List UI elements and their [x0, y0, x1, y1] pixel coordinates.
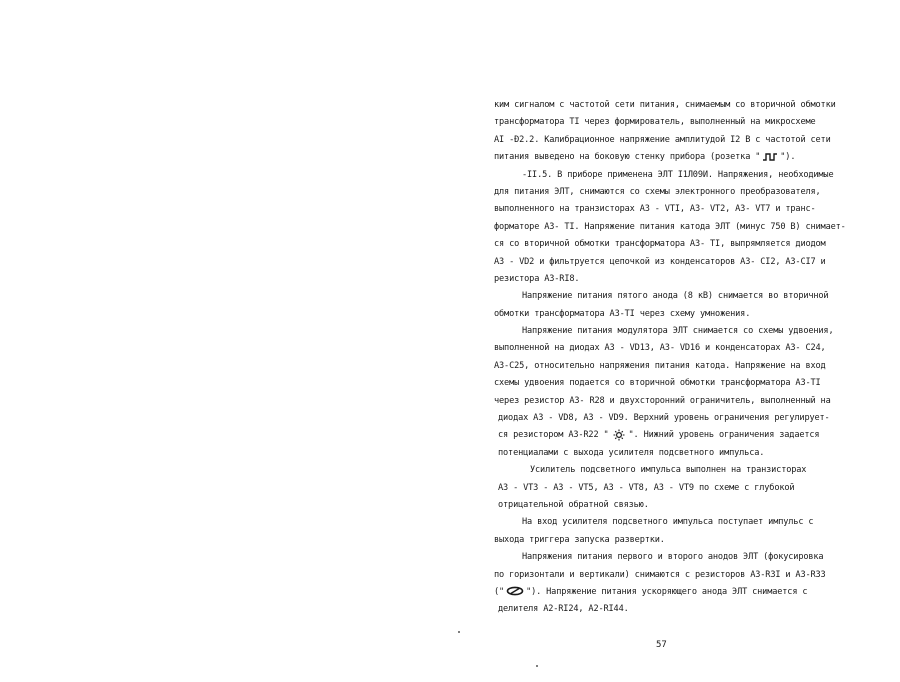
- text-line: по горизонтали и вертикали) снимаются с резисторов А3-R3I и А3-R33: [494, 569, 826, 580]
- page-number: 57: [656, 640, 667, 650]
- square-pulse-icon: [762, 152, 778, 162]
- text-line: [494, 584, 864, 601]
- text-line: ся со вторичной обмотки трансформатора А3- ТI, выпрямляется диодом: [494, 239, 826, 250]
- text-fragment: (": [494, 586, 505, 597]
- text-line: выполненной на диодах А3 - VD13, А3- VD16 и конденсаторах А3- C24,: [494, 343, 826, 354]
- text-line: Напряжение питания пятого анода (8 кВ) снимается во вторичной: [522, 291, 829, 302]
- focus-ellipse-icon: [506, 586, 524, 596]
- text-line: [494, 149, 864, 166]
- text-fragment: ").: [780, 152, 796, 163]
- text-line: Напряжения питания первого и второго анодов ЭЛТ (фокусировка: [522, 552, 824, 563]
- scan-speck: [458, 631, 460, 633]
- text-line: А3 - VT3 - А3 - VT5, А3 - VT8, А3 - VT9 по схеме с глубокой: [498, 482, 795, 493]
- text-line: потенциалами с выхода усилителя подсветного импульса.: [498, 447, 765, 458]
- body-text: [494, 97, 864, 619]
- text-line: На вход усилителя подсветного импульса поступает импульс с: [522, 517, 814, 528]
- text-line: А3 - VD2 и фильтруется цепочкой из конденсаторов А3- CI2, А3-CI7 и: [494, 256, 826, 267]
- text-line: диодах А3 - VD8, А3 - VD9. Верхний уровень ограничения регулирует-: [498, 413, 830, 424]
- text-fragment: ". Нижний уровень ограничения задается: [628, 430, 820, 441]
- text-line: делителя А2-RI24, А2-RI44.: [498, 604, 629, 615]
- text-line: схемы удвоения подается со вторичной обмотки трансформатора А3-ТI: [494, 378, 821, 389]
- text-line: АI -Ɖ2.2. Калибрационное напряжение амплитудой I2 В с частотой сети: [494, 134, 831, 145]
- text-line: форматоре А3- ТI. Напряжение питания катода ЭЛТ (минус 750 В) снимает-: [494, 221, 846, 232]
- text-line: -II.5. В приборе применена ЭЛТ I1Л09И. Напряжения, необходимые: [522, 169, 834, 180]
- text-line: выхода триггера запуска развертки.: [494, 534, 665, 545]
- text-line: трансформатора ТI через формирователь, выполненный на микросхеме: [494, 117, 816, 128]
- text-line: обмотки трансформатора А3-ТI через схему умножения.: [494, 308, 751, 319]
- text-line: ким сигналом с частотой сети питания, снимаемым со вторичной обмотки: [494, 100, 836, 110]
- text-line: резистора А3-RI8.: [494, 273, 580, 284]
- text-line: для питания ЭЛТ, снимаются со схемы электронного преобразователя,: [494, 186, 821, 197]
- text-fragment: питания выведено на боковую стенку прибора (розетка ": [494, 152, 761, 163]
- text-line: [494, 427, 864, 444]
- text-line: Напряжение питания модулятора ЭЛТ снимается со схемы удвоения,: [522, 326, 834, 337]
- text-line: отрицательной обратной связью.: [498, 499, 649, 510]
- text-line: выполненного на транзисторах А3 - VTI, А3- VT2, А3- VT7 и транс-: [494, 204, 816, 215]
- text-line: Усилитель подсветного импульса выполнен на транзисторах: [530, 465, 807, 476]
- text-line: А3-C25, относительно напряжения питания катода. Напряжение на вход: [494, 360, 826, 371]
- scan-speck: [536, 665, 538, 667]
- text-line: через резистор А3- R28 и двухсторонний ограничитель, выполненный на: [494, 395, 831, 406]
- text-fragment: "). Напряжение питания ускоряющего анода ЭЛТ снимается с: [526, 586, 808, 597]
- brightness-sun-icon: [611, 429, 627, 441]
- text-fragment: ся резистором А3-R22 ": [498, 430, 609, 441]
